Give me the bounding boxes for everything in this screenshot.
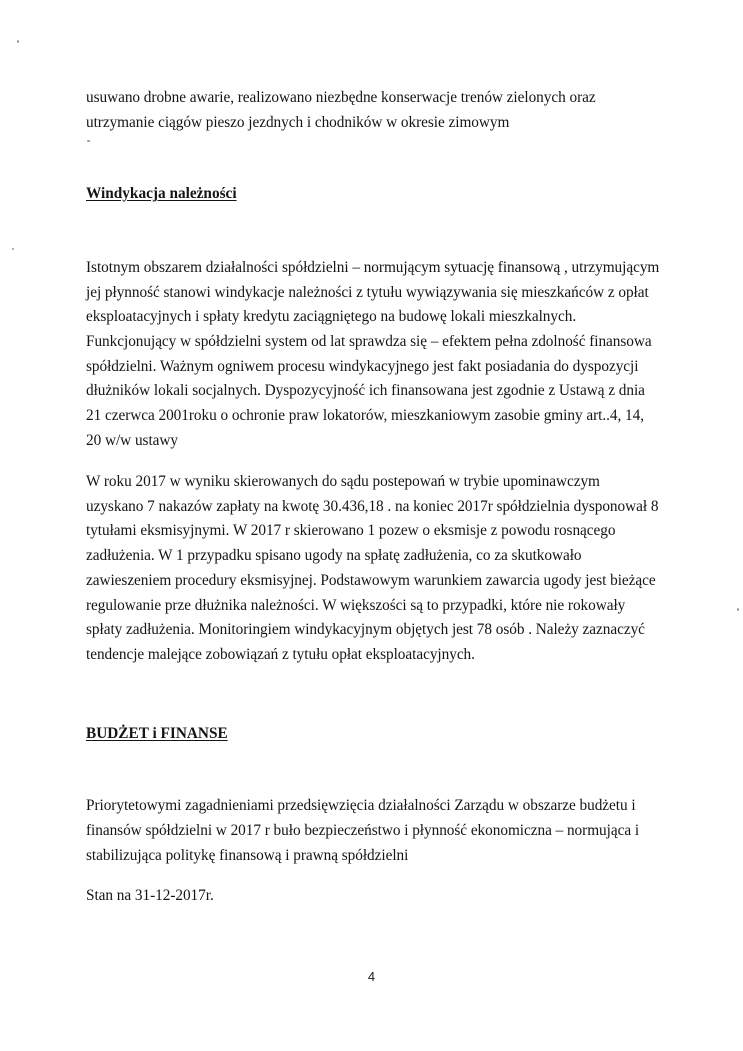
paragraph-line: uzyskano 7 nakazów zapłaty na kwotę 30.436,18 . na koniec 2017r spółdzielnia dysponował 8: [86, 498, 659, 515]
scan-speck: [737, 608, 739, 611]
paragraph-line: W roku 2017 w wyniku skierowanych do sądu postepowań w trybie upominawczym: [86, 473, 600, 490]
status-date-line: Stan na 31-12-2017r.: [86, 887, 214, 904]
paragraph-line: Funkcjonujący w spółdzielni system od lat sprawdza się – efektem pełna zdolność finansowa: [86, 333, 652, 350]
paragraph-line: zadłużenia. W 1 przypadku spisano ugody na spłatę zadłużenia, co za skutkowało: [86, 547, 582, 564]
paragraph-line: dłużników lokali socjalnych. Dyspozycyjność ich finansowana jest zgodnie z Ustawą z dnia: [86, 382, 645, 399]
paragraph-line: spółdzielni. Ważnym ogniwem procesu windykacyjnego jest fakt posiadania do dyspozycji: [86, 358, 639, 375]
paragraph-line: Istotnym obszarem działalności spółdzielni – normującym sytuację finansową , utrzymującym: [86, 259, 660, 276]
intro-line: utrzymanie ciągów pieszo jezdnych i chodników w okresie zimowym: [86, 114, 510, 131]
paragraph-line: finansów spółdzielni w 2017 r buło bezpieczeństwo i płynność ekonomiczna – normująca i: [86, 822, 640, 839]
scan-speck: [87, 140, 90, 142]
paragraph-line: eksploatacyjnych i spłaty kredytu zaciągniętego na budowę lokali mieszkalnych.: [86, 308, 577, 325]
paragraph-line: spłaty zadłużenia. Monitoringiem windykacyjnym objętych jest 78 osób . Należy zaznaczyć: [86, 621, 645, 638]
section-heading-budzet: BUDŻET i FINANSE: [86, 725, 228, 742]
scan-speck: [12, 248, 14, 250]
intro-line: usuwano drobne awarie, realizowano niezbędne konserwacje trenów zielonych oraz: [86, 89, 596, 106]
paragraph-line: 20 w/w ustawy: [86, 432, 178, 449]
paragraph-line: tytułami eksmisyjnymi. W 2017 r skierowano 1 pozew o eksmisje z powodu rosnącego: [86, 522, 616, 539]
scan-speck: [17, 40, 19, 43]
paragraph-line: jej płynność stanowi windykacje należności z tytułu wywiązywania się mieszkańców z opłat: [86, 284, 649, 301]
paragraph-line: tendencje malejące zobowiązań z tytułu opłat eksploatacyjnych.: [86, 646, 475, 663]
paragraph-line: stabilizująca politykę finansową i prawną spółdzielni: [86, 847, 409, 864]
paragraph-line: regulowanie prze dłużnika należności. W większości są to przypadki, które nie rokowały: [86, 597, 626, 614]
page-number: 4: [367, 969, 376, 984]
paragraph-line: zawieszeniem procedury eksmisyjnej. Podstawowym warunkiem zawarcia ugody jest bieżące: [86, 572, 656, 589]
section-heading-windykacja: Windykacja należności: [86, 185, 237, 202]
paragraph-line: Priorytetowymi zagadnieniami przedsięwzięcia działalności Zarządu w obszarze budżetu i: [86, 797, 636, 814]
paragraph-line: 21 czerwca 2001roku o ochronie praw lokatorów, mieszkaniowym zasobie gminy art..4, 14,: [86, 407, 644, 424]
